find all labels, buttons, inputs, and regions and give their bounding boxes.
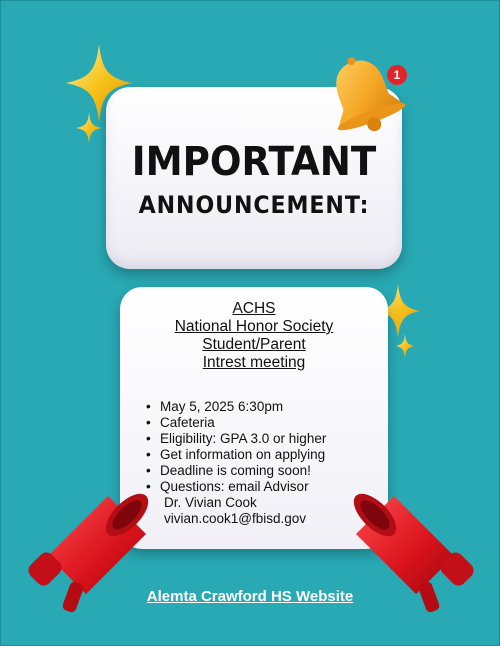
sparkle-star-icon [76,112,102,144]
event-title-line: ACHS [232,300,276,317]
event-title [120,300,388,372]
sparkle-star-icon [396,334,414,358]
school-website-link[interactable]: Alemta Crawford HS Website [146,588,354,605]
list-item: • Questions: email Advisor [146,479,386,495]
headline-announcement: ANNOUNCEMENT: [138,191,370,219]
notification-badge-count: 1 [393,68,401,82]
event-title-line: National Honor Society [174,318,334,335]
list-item: • May 5, 2025 6:30pm [146,399,386,415]
event-title-line: Intrest meeting [202,354,306,371]
advisor-email[interactable]: vivian.cook1@fbisd.gov [164,511,307,526]
headline-important: IMPORTANT [131,139,377,185]
list-item: • Eligibility: GPA 3.0 or higher [146,431,386,447]
list-item: • Cafeteria [146,415,386,431]
list-item: • Deadline is coming soon! [146,463,386,479]
event-title-line: Student/Parent [202,336,306,353]
list-item: • Get information on applying [146,447,386,463]
advisor-name: Dr. Vivian Cook [164,495,257,510]
